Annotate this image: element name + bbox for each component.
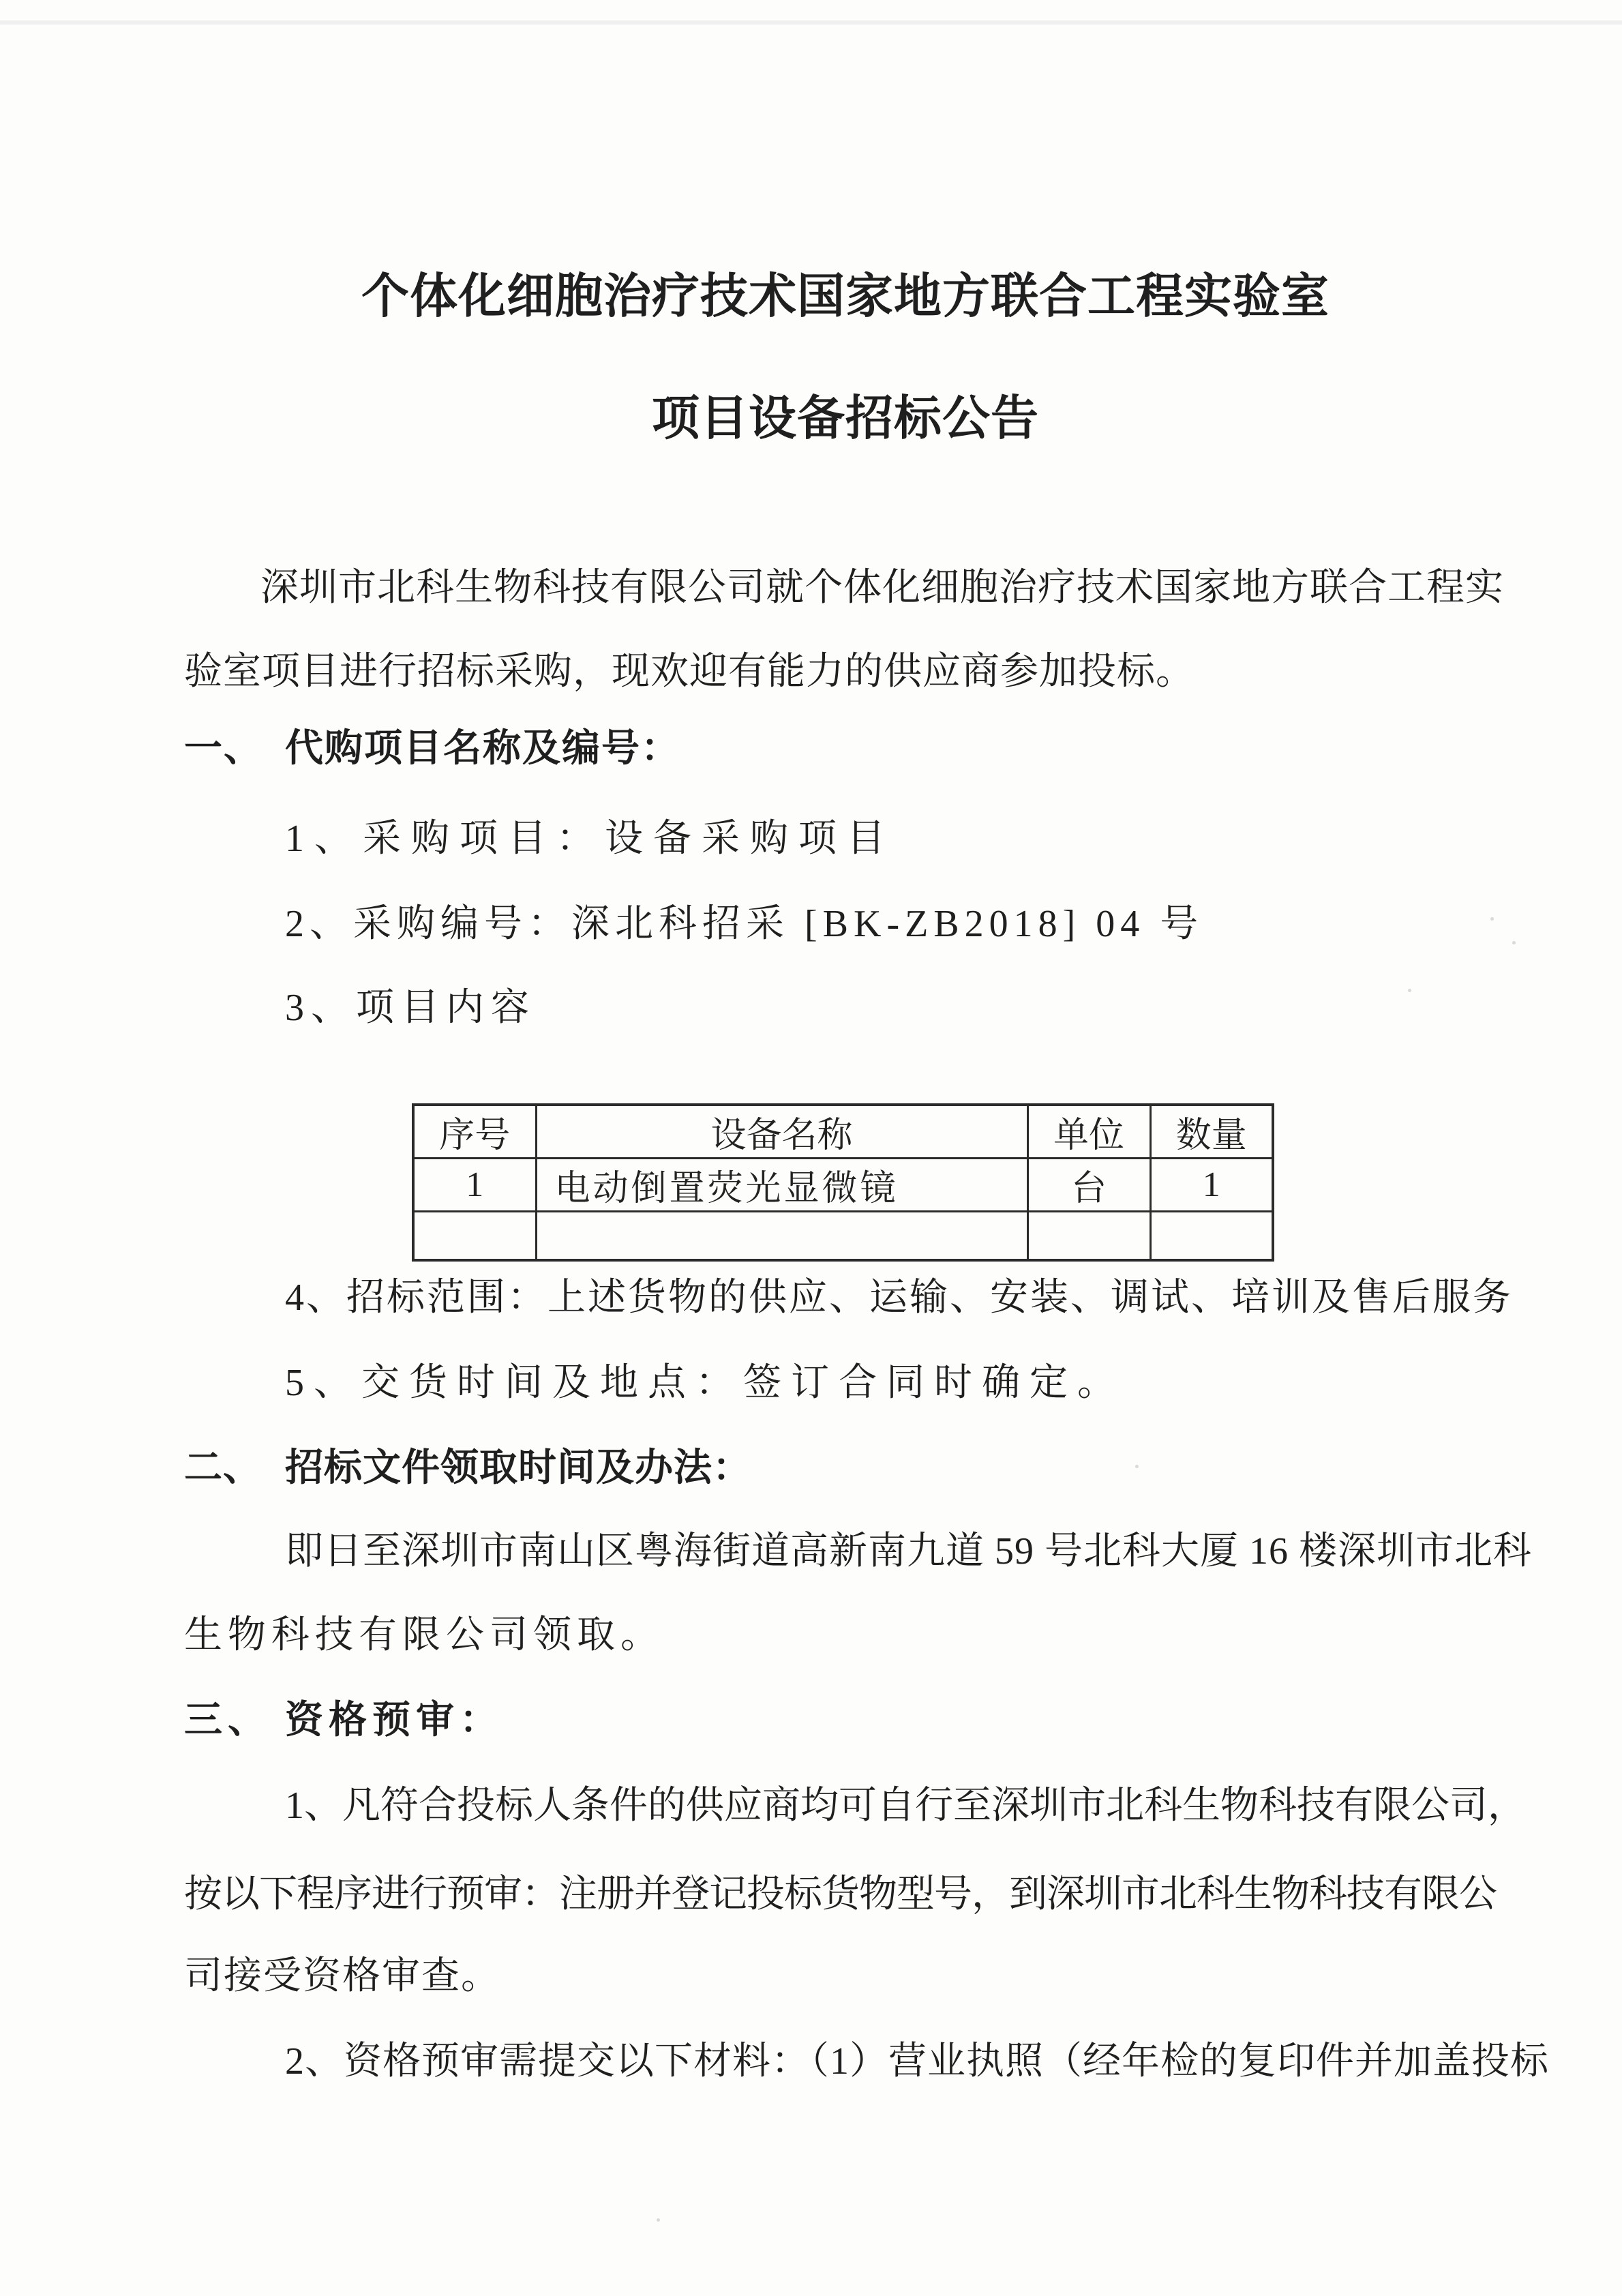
scan-speck <box>1512 941 1516 944</box>
section1-item5: 5、交货时间及地点：签订合同时确定。 <box>285 1362 1125 1404</box>
document-title-line2: 项目设备招标公告 <box>652 391 1039 445</box>
table-cell-seq <box>413 1212 536 1260</box>
intro-paragraph-line1: 深圳市北科生物科技有限公司就个体化细胞治疗技术国家地方联合工程实 <box>260 567 1504 609</box>
table-cell-unit <box>1027 1212 1150 1260</box>
section3-number: 三、 <box>184 1698 271 1741</box>
section1-item3: 3、项目内容 <box>285 987 536 1029</box>
section2-heading-text: 招标文件领取时间及办法： <box>285 1446 751 1489</box>
section1-item4: 4、招标范围：上述货物的供应、运输、安装、调试、培训及售后服务 <box>285 1277 1513 1319</box>
table-row <box>413 1159 1273 1212</box>
section2-paragraph-line2: 生物科技有限公司领取。 <box>184 1614 664 1656</box>
intro-paragraph-line2: 验室项目进行招标采购，现欢迎有能力的供应商参加投标。 <box>184 651 1195 693</box>
scanner-edge-artifact <box>0 20 1622 25</box>
table-row-empty <box>413 1212 1273 1260</box>
section1-heading-text: 代购项目名称及编号： <box>285 726 680 769</box>
section1-item2: 2、采购编号：深北科招采 [BK-ZB2018] 04 号 <box>285 903 1204 945</box>
table-header-qty: 数量 <box>1150 1105 1273 1159</box>
table-cell-unit: 台 <box>1027 1159 1150 1212</box>
section2-number: 二、 <box>184 1446 262 1489</box>
section1-item1: 1、采购项目：设备采购项目 <box>285 818 895 860</box>
section3-paragraph2-line1: 2、资格预审需提交以下材料：（1）营业执照（经年检的复印件并加盖投标 <box>285 2040 1549 2083</box>
table-cell-name <box>536 1212 1027 1260</box>
section1-heading <box>184 724 1507 773</box>
scan-speck <box>1135 1465 1139 1468</box>
scan-speck <box>1490 917 1494 921</box>
table-header-name: 设备名称 <box>536 1105 1027 1159</box>
section2-paragraph-line1: 即日至深圳市南山区粤海街道高新南九道 59 号北科大厦 16 楼深圳市北科 <box>285 1530 1532 1572</box>
table-cell-seq: 1 <box>413 1159 536 1212</box>
section3-paragraph1-line2: 按以下程序进行预审：注册并登记投标货物型号，到深圳市北科生物科技有限公 <box>184 1873 1497 1915</box>
table-header-unit: 单位 <box>1027 1105 1150 1159</box>
section3-paragraph1-line3: 司接受资格审查。 <box>184 1955 500 1997</box>
section3-heading-text: 资格预审： <box>285 1698 503 1741</box>
document-title-line1: 个体化细胞治疗技术国家地方联合工程实验室 <box>361 269 1330 323</box>
table-header-row <box>413 1105 1273 1159</box>
section2-heading <box>184 1443 1507 1492</box>
equipment-table <box>412 1103 1274 1262</box>
table-cell-qty <box>1150 1212 1273 1260</box>
table-header-seq: 序号 <box>413 1105 536 1159</box>
section3-heading <box>184 1695 1507 1744</box>
table-cell-name: 电动倒置荧光显微镜 <box>536 1159 1027 1212</box>
section3-paragraph1-line1: 1、凡符合投标人条件的供应商均可自行至深圳市北科生物科技有限公司， <box>285 1785 1526 1827</box>
section1-number: 一、 <box>184 726 263 769</box>
scan-speck <box>657 2218 660 2222</box>
table-cell-qty: 1 <box>1150 1159 1273 1212</box>
scan-speck <box>1408 989 1411 992</box>
